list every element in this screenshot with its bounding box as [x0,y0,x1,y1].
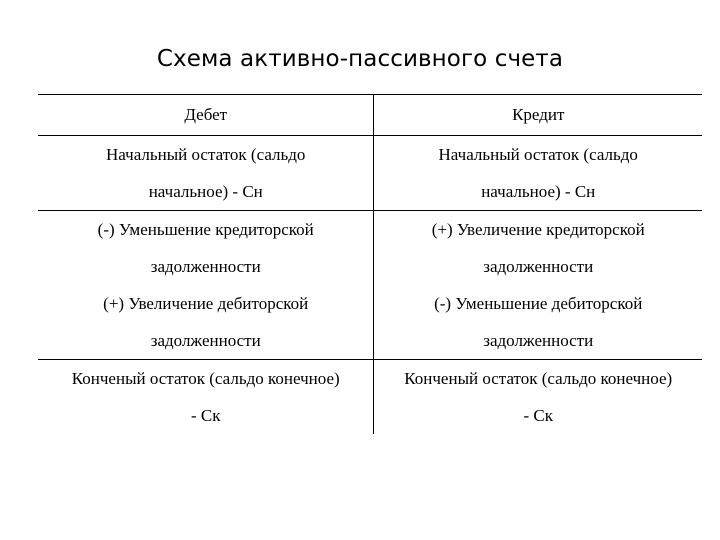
credit-turnover-line-1: (+) Увеличение кредиторской [431,220,645,239]
credit-final-balance-cell [374,360,702,435]
slide-title: Схема активно-пассивного счета [156,46,564,72]
initial-balance-row [38,136,702,211]
debit-initial-balance-cell [38,136,374,211]
credit-turnover-line-4: задолженности [483,331,594,350]
debit-turnover-line-4: задолженности [150,331,261,350]
debit-final-balance-cell [38,360,374,435]
debit-turnover-line-2: задолженности [150,257,261,276]
debit-initial-balance-line-1: Начальный остаток (сальдо [106,145,306,164]
credit-turnover-line-2: задолженности [483,257,594,276]
credit-initial-balance-cell [374,136,702,211]
debit-turnover-line-3: (+) Увеличение дебиторской [103,294,309,313]
debit-initial-balance-line-2: начальное) - Сн [148,182,263,201]
credit-final-balance-line-1: Конченый остаток (сальдо конечное) [404,369,673,388]
credit-final-balance-line-2: - Ск [523,406,553,425]
account-scheme-table [38,94,702,434]
debit-turnover-line-1: (-) Уменьшение кредиторской [97,220,314,239]
credit-initial-balance-line-1: Начальный остаток (сальдо [438,145,638,164]
debit-final-balance-line-1: Конченый остаток (сальдо конечное) [71,369,340,388]
final-balance-row [38,360,702,435]
credit-turnover-cell [374,211,702,360]
debit-turnover-cell [38,211,374,360]
debit-final-balance-line-2: - Ск [190,406,221,425]
table-header-row [38,95,702,136]
credit-turnover-line-3: (-) Уменьшение дебиторской [434,294,643,313]
credit-header: Кредит [374,95,702,136]
debit-header: Дебет [38,95,374,136]
turnover-row [38,211,702,360]
credit-initial-balance-line-2: начальное) - Сн [481,182,596,201]
